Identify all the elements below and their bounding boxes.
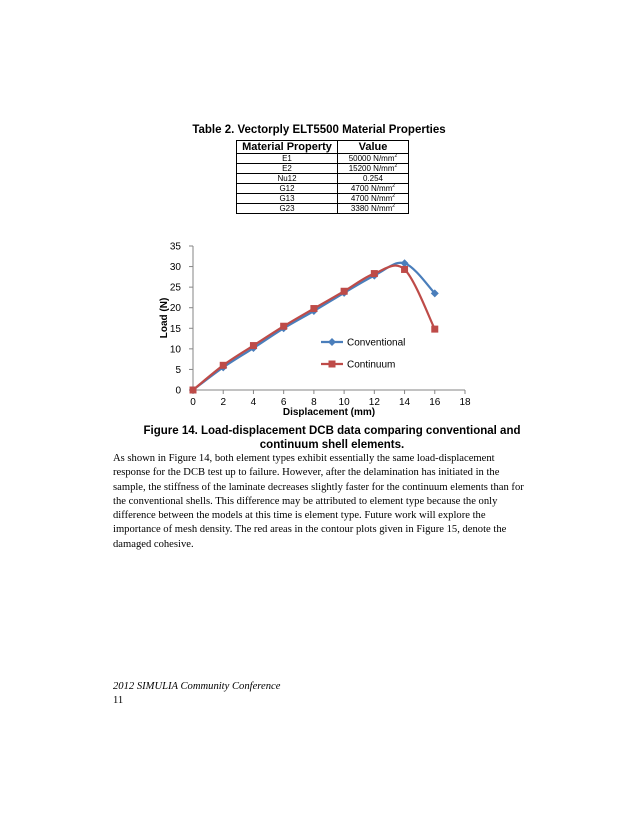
x-tick-label: 12 xyxy=(368,397,380,408)
y-axis-label: Load (N) xyxy=(159,297,170,339)
figure-caption xyxy=(130,424,534,452)
x-tick-label: 6 xyxy=(280,397,287,408)
table-cell-property: E2 xyxy=(237,164,338,174)
data-point-continuum xyxy=(401,266,408,273)
table-row xyxy=(237,184,409,194)
y-tick-label: 35 xyxy=(169,241,181,253)
figure-caption-line-1: Figure 14. Load-displacement DCB data comparing conventional and xyxy=(143,425,521,437)
x-tick-label: 8 xyxy=(311,397,317,408)
table-cell-property: G13 xyxy=(237,194,338,204)
value-exponent: 2 xyxy=(392,193,396,199)
legend-marker-continuum xyxy=(329,361,336,368)
data-point-continuum xyxy=(280,323,287,330)
figure-caption-line-2: continuum shell elements. xyxy=(259,439,405,451)
series-line-continuum xyxy=(193,266,435,390)
table-header-property: Material Property xyxy=(237,141,338,154)
value-exponent: 2 xyxy=(394,153,398,159)
x-axis-label: Displacement (mm) xyxy=(282,407,376,418)
page-number: 11 xyxy=(113,695,124,706)
table-cell-value xyxy=(338,154,409,164)
x-tick-label: 16 xyxy=(429,397,441,408)
value-text: 4700 N/mm xyxy=(350,184,393,193)
y-tick-label: 30 xyxy=(169,262,181,274)
table-header-row xyxy=(237,141,409,154)
data-point-continuum xyxy=(310,305,317,312)
table-cell-value xyxy=(338,204,409,214)
footer-conference: 2012 SIMULIA Community Conference xyxy=(113,681,281,692)
table-row xyxy=(237,174,409,184)
table-cell-property: Nu12 xyxy=(237,174,338,184)
table-row xyxy=(237,194,409,204)
value-exponent: 2 xyxy=(394,163,398,169)
data-point-continuum xyxy=(341,288,348,295)
table-cell-value xyxy=(338,184,409,194)
value-exponent: 2 xyxy=(392,183,396,189)
y-tick-label: 10 xyxy=(169,344,181,356)
table-cell-value xyxy=(338,174,409,184)
series-line-conventional xyxy=(193,263,435,390)
y-tick-label: 25 xyxy=(169,282,181,294)
x-tick-label: 18 xyxy=(459,397,471,408)
legend-marker-conventional xyxy=(328,338,336,346)
x-tick-label: 4 xyxy=(250,397,257,408)
table-row xyxy=(237,164,409,174)
value-text: 3380 N/mm xyxy=(350,204,393,213)
x-tick-label: 0 xyxy=(190,397,196,408)
x-tick-label: 10 xyxy=(338,397,350,408)
body-paragraph: As shown in Figure 14, both element types exhibit essentially the same load-displacement response for the DCB test up to failure. However, after the delamination has initiated in the sample, the stiffness of the laminate decreases slightly faster for the continuum elements than for the conventional shells. This difference may be attributed to element type because the only difference between the models at this time is element type. Future work will explore the importance of mesh density. The red areas in the contour plots given in Figure 15, denote the damaged cohesive. xyxy=(113,453,524,550)
data-point-continuum xyxy=(220,362,227,369)
y-tick-label: 20 xyxy=(169,303,181,315)
table-cell-value xyxy=(338,194,409,204)
table-header-value: Value xyxy=(338,141,409,154)
table-cell-property: G12 xyxy=(237,184,338,194)
data-point-continuum xyxy=(250,342,257,349)
table-caption: Table 2. Vectorply ELT5500 Material Properties xyxy=(192,124,446,136)
data-point-continuum xyxy=(190,387,197,394)
value-text: 4700 N/mm xyxy=(350,194,393,203)
data-point-continuum xyxy=(371,270,378,277)
legend-label-conventional: Conventional xyxy=(347,337,406,349)
value-text: 50000 N/mm xyxy=(348,154,395,163)
x-tick-label: 2 xyxy=(220,397,227,408)
y-tick-label: 15 xyxy=(169,323,181,335)
table-row xyxy=(237,154,409,164)
value-text: 15200 N/mm xyxy=(348,164,395,173)
table-cell-property: G23 xyxy=(237,204,338,214)
table-cell-property: E1 xyxy=(237,154,338,164)
table-row xyxy=(237,204,409,214)
value-exponent: 2 xyxy=(392,203,396,209)
data-point-continuum xyxy=(431,326,438,333)
y-tick-label: 5 xyxy=(175,364,181,376)
x-tick-label: 14 xyxy=(398,397,411,408)
load-displacement-chart xyxy=(155,238,485,420)
material-properties-table xyxy=(236,140,409,214)
legend-label-continuum: Continuum xyxy=(347,359,396,371)
y-tick-label: 0 xyxy=(175,385,181,397)
value-text: 0.254 xyxy=(362,174,384,183)
table-cell-value xyxy=(338,164,409,174)
